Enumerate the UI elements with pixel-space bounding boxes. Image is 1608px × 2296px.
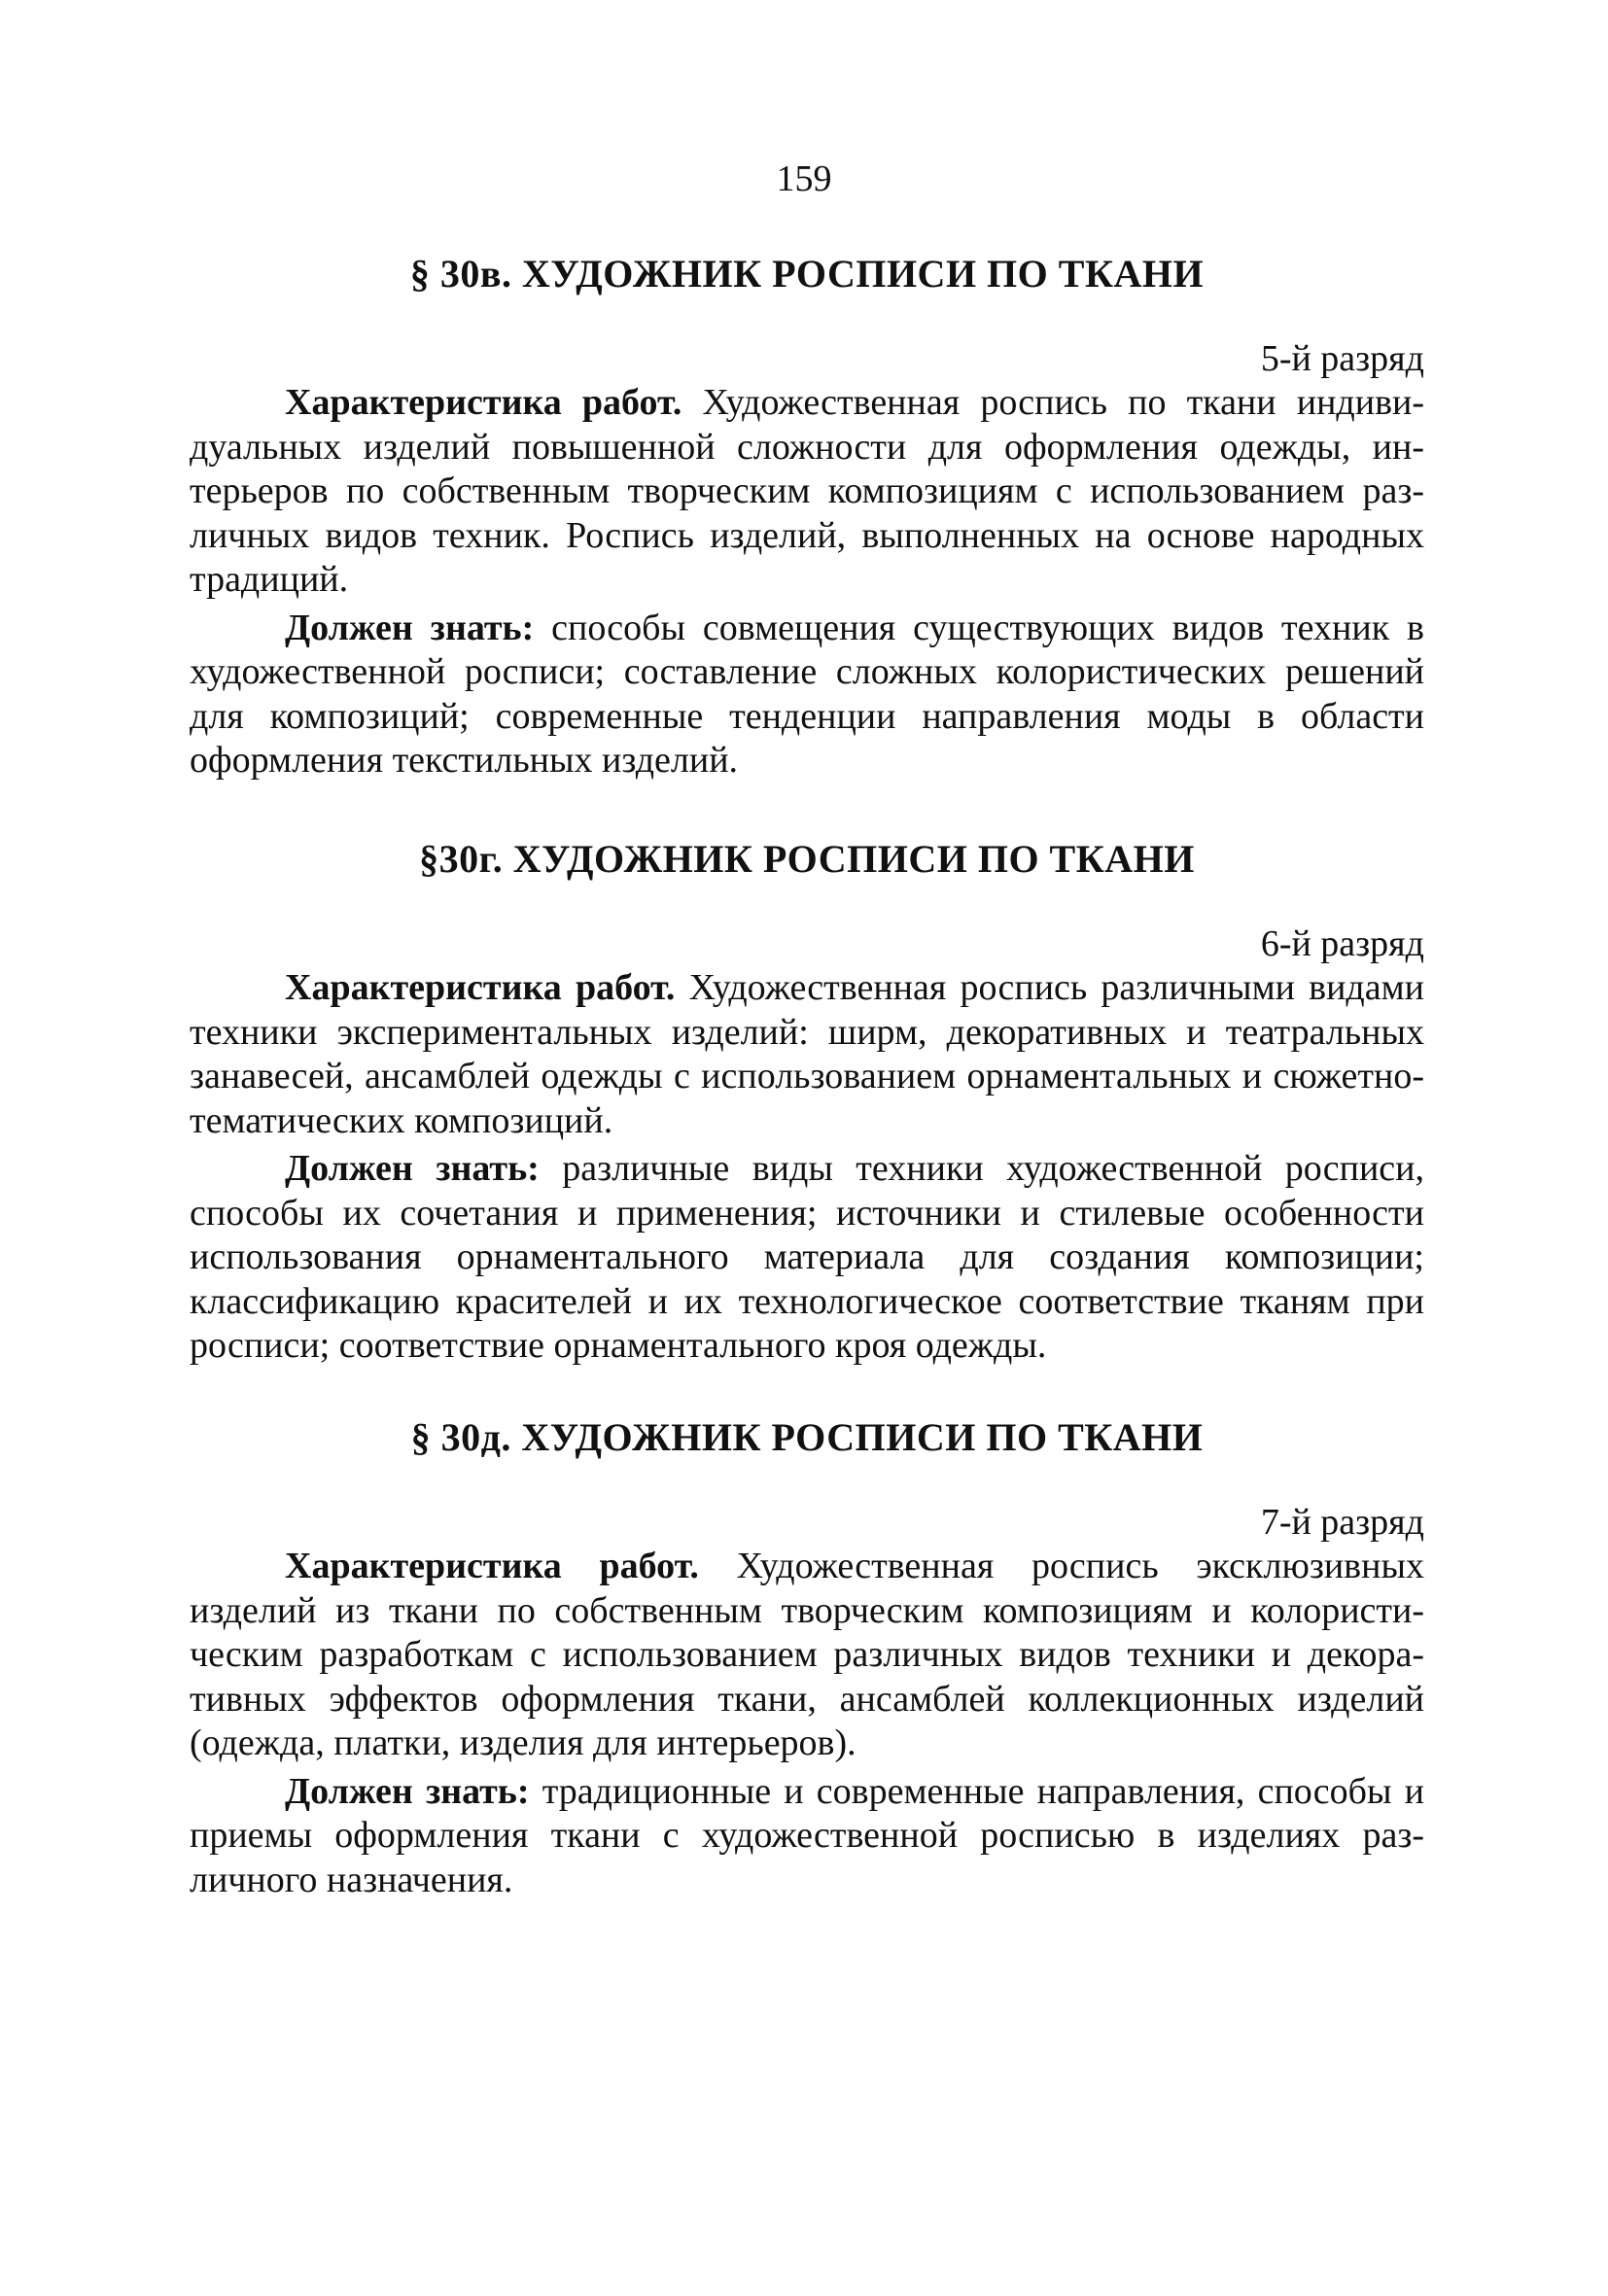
characteristics-paragraph — [190, 1545, 1424, 1766]
characteristics-text: Художественная роспись различными видами техники экспериментальных изделий: ширм, декоративных и театральных занавесей, ансамблей одежды с использованием орнаментальных и сюжетно-тематических композиций. — [190, 967, 1425, 1141]
grade-label: 5-й разряд — [1260, 338, 1424, 379]
grade-label: 7-й разряд — [1260, 1502, 1424, 1543]
section-title: § 30д. ХУДОЖНИК РОСПИСИ ПО ТКАНИ — [410, 1415, 1204, 1459]
knowledge-text: различные виды техники художественной росписи, способы их сочетания и применения; источники и стилевые особенности использования орнаментального материала для создания композиции; классификацию красителей и их технологическое соответствие тканям при росписи; соответствие орнаментального кроя одежды. — [190, 1148, 1424, 1366]
knowledge-label: Должен знать: — [285, 607, 535, 648]
knowledge-paragraph — [190, 1147, 1424, 1369]
characteristics-paragraph — [190, 966, 1424, 1143]
page-number: 159 — [776, 158, 832, 199]
knowledge-text: традиционные и современные направления, способы и приемы оформления ткани с художественной росписью в изделиях различного назначения. — [190, 1770, 1425, 1900]
section-30d — [190, 1414, 1424, 1902]
characteristics-label: Характеристика работ. — [285, 967, 676, 1008]
characteristics-text: Художественная роспись эксклюзивных изделий из ткани по собственным творческим композициям и колористическим разработкам с использованием различных видов техники и декоративных эффектов оформления ткани, ансамблей коллекционных изделий (одежда, платки, изделия для интерьеров). — [190, 1546, 1424, 1763]
characteristics-label: Характеристика работ. — [285, 382, 682, 423]
characteristics-paragraph — [190, 381, 1424, 603]
knowledge-paragraph — [190, 607, 1424, 783]
characteristics-text: Художественная роспись по ткани индивидуальных изделий повышенной сложности для оформления одежды, интерьеров по собственным творческим композициям с использованием различных видов техник. Роспись изделий, выполненных на основе народных традиций. — [190, 382, 1425, 600]
section-30g — [190, 836, 1424, 1369]
section-30v — [190, 251, 1424, 783]
knowledge-label: Должен знать: — [285, 1148, 540, 1189]
section-title: § 30в. ХУДОЖНИК РОСПИСИ ПО ТКАНИ — [409, 252, 1205, 296]
grade-label: 6-й разряд — [1260, 923, 1424, 964]
characteristics-label: Характеристика работ. — [285, 1546, 699, 1586]
knowledge-label: Должен знать: — [285, 1770, 530, 1812]
section-title: §30г. ХУДОЖНИК РОСПИСИ ПО ТКАНИ — [419, 837, 1195, 881]
knowledge-text: способы совмещения существующих видов техник в художественной росписи; составление сложных колористических решений для композиций; современные тенденции направления моды в области оформления текстильных изделий. — [190, 607, 1424, 781]
knowledge-paragraph — [190, 1770, 1424, 1903]
